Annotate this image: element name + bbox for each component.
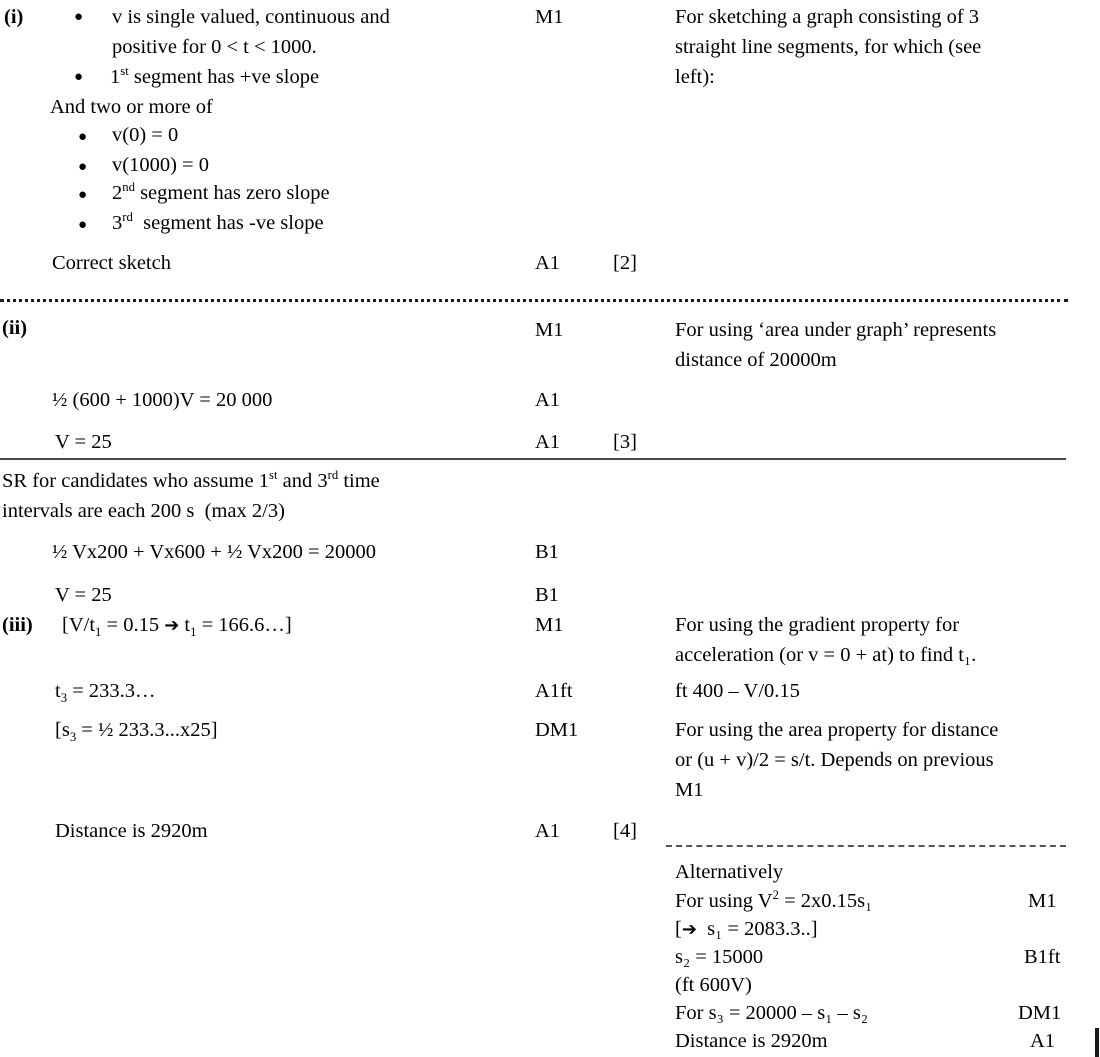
section-label-iii: (iii) <box>2 614 33 636</box>
correct-sketch-label: Correct sketch <box>52 252 171 274</box>
subscript: 3 <box>60 691 68 706</box>
sr-note-line1 <box>2 466 380 496</box>
alternatively-row-mark: A1 <box>1030 1030 1056 1052</box>
criterion-text: segment has zero slope <box>134 182 330 204</box>
criterion-text: segment has +ve slope <box>128 66 320 88</box>
ordinal-suffix: rd <box>122 210 133 225</box>
sr-text-a: SR for candidates who assume 1 <box>2 470 270 492</box>
comment-iii-area-line1: For using the area property for distance <box>675 719 999 741</box>
comment-iii-area-line3: M1 <box>675 779 704 801</box>
bullet-dot-icon: ● <box>78 129 88 145</box>
working-iii-gradient-equation <box>62 610 292 641</box>
alternatively-row-mark: DM1 <box>1018 1002 1062 1024</box>
criterion-v0: v(0) = 0 <box>112 124 179 146</box>
mark-code-ii-a1-a: A1 <box>535 389 561 411</box>
right-arrow-icon: ➔ <box>681 919 697 940</box>
working-ii-area-equation: ½ (600 + 1000)V = 20 000 <box>52 389 273 411</box>
criterion-3rd-segment <box>112 208 324 238</box>
mark-code-i-m1: M1 <box>535 6 564 28</box>
section-divider-dotted <box>0 299 1068 302</box>
expr-part: = 233.3… <box>67 680 156 702</box>
section-label-ii: (ii) <box>2 317 28 339</box>
comment-iii-line1: For using the gradient property for <box>675 614 960 636</box>
mark-code-ii-a1-b: A1 <box>535 431 561 453</box>
subscript: 3 <box>69 730 77 745</box>
bullet-dot-icon: ● <box>78 187 88 203</box>
alternatively-row-text: (ft 600V) <box>675 974 752 996</box>
expr-part: t <box>179 614 191 636</box>
criterion-2nd-segment <box>112 178 330 208</box>
alternatively-heading: Alternatively <box>675 861 784 883</box>
mark-code-sr-b1-a: B1 <box>535 541 559 563</box>
sr-text-c: time <box>338 470 380 492</box>
expr-part: = 166.6…] <box>196 614 292 636</box>
mark-code-iii-a1: A1 <box>535 820 561 842</box>
right-arrow-icon: ➔ <box>164 615 180 636</box>
mark-code-sr-b1-b: B1 <box>535 584 559 606</box>
expr-part: For using V <box>675 890 773 912</box>
section-label-i: (i) <box>4 6 24 28</box>
ordinal-base: 2 <box>112 182 123 204</box>
section-divider-solid <box>0 458 1066 460</box>
criterion-v-single-valued-line1: v is single valued, continuous and <box>112 6 390 28</box>
mark-code-i-a1: A1 <box>535 252 561 274</box>
ordinal-suffix: nd <box>122 180 135 195</box>
bullet-dot-icon: ● <box>74 9 84 25</box>
working-iii-distance: Distance is 2920m <box>55 820 208 842</box>
comment-i-line1: For sketching a graph consisting of 3 <box>675 6 980 28</box>
criterion-v-single-valued-line2: positive for 0 < t < 1000. <box>112 36 317 58</box>
bullet-dot-icon: ● <box>78 159 88 175</box>
working-ii-v-result: V = 25 <box>55 431 112 453</box>
mark-total-i: [2] <box>613 252 637 274</box>
ordinal-base: 1 <box>110 66 121 88</box>
criterion-1st-segment <box>110 62 319 92</box>
alternatively-row-text <box>675 914 818 945</box>
ordinal-base: 3 <box>112 212 123 234</box>
working-sr-area-equation: ½ Vx200 + Vx600 + ½ Vx200 = 20000 <box>52 541 376 563</box>
comment-iii-line2: acceleration (or v = 0 + at) to find t₁. <box>675 644 977 666</box>
mark-code-ii-m1: M1 <box>535 319 564 341</box>
subscript: 1 <box>95 625 102 640</box>
comment-i-line3: left): <box>675 66 715 88</box>
criterion-v1000: v(1000) = 0 <box>112 154 209 176</box>
criterion-text: segment has -ve slope <box>132 212 324 234</box>
alternatively-divider-dashed <box>666 845 1066 847</box>
bullet-dot-icon: ● <box>74 69 84 85</box>
subscript: 1 <box>190 625 197 640</box>
exponent: 2 <box>772 888 779 903</box>
comment-iii-area-line2: or (u + v)/2 = s/t. Depends on previous <box>675 749 994 771</box>
comment-ii-line1: For using ‘area under graph’ represents <box>675 319 997 341</box>
alternatively-row-mark: M1 <box>1028 890 1057 912</box>
mark-code-iii-m1: M1 <box>535 614 564 636</box>
working-iii-s3 <box>55 715 218 745</box>
mark-total-ii: [3] <box>613 431 637 453</box>
comment-i-line2: straight line segments, for which (see <box>675 36 982 58</box>
mark-code-iii-a1ft: A1ft <box>535 680 573 702</box>
and-two-or-more-label: And two or more of <box>50 96 213 118</box>
alternatively-row-mark: B1ft <box>1024 946 1061 968</box>
mark-total-iii: [4] <box>613 820 637 842</box>
bullet-dot-icon: ● <box>78 217 88 233</box>
expr-part: = 0.15 <box>101 614 165 636</box>
alternatively-row-text <box>675 886 872 916</box>
ordinal-suffix: rd <box>327 468 339 483</box>
comment-iii-ft-note: ft 400 – V/0.15 <box>675 680 800 702</box>
sr-note-line2: intervals are each 200 s (max 2/3) <box>2 500 285 522</box>
mark-code-iii-dm1: DM1 <box>535 719 579 741</box>
working-iii-t3 <box>55 676 156 706</box>
comment-ii-line2: distance of 20000m <box>675 349 837 371</box>
alternatively-row-text: For s₃ = 20000 – s₁ – s₂ <box>675 1002 869 1024</box>
page-edge-artifact <box>1095 1028 1099 1057</box>
sr-text-b: and 3 <box>277 470 328 492</box>
ordinal-suffix: st <box>269 468 278 483</box>
alternatively-row-text: Distance is 2920m <box>675 1030 828 1052</box>
expr-part: [V/t <box>62 614 96 636</box>
expr-part: [s <box>55 719 70 741</box>
ordinal-suffix: st <box>120 64 129 79</box>
alternatively-row-text: s₂ = 15000 <box>675 946 764 968</box>
expr-part: t <box>55 680 61 702</box>
expr-part: = ½ 233.3...x25] <box>76 719 218 741</box>
expr-part: = 2x0.15s₁ <box>778 890 873 912</box>
working-sr-v-result: V = 25 <box>55 584 112 606</box>
expr-part: [➔ s₁ = 2083.3..] <box>675 918 818 940</box>
